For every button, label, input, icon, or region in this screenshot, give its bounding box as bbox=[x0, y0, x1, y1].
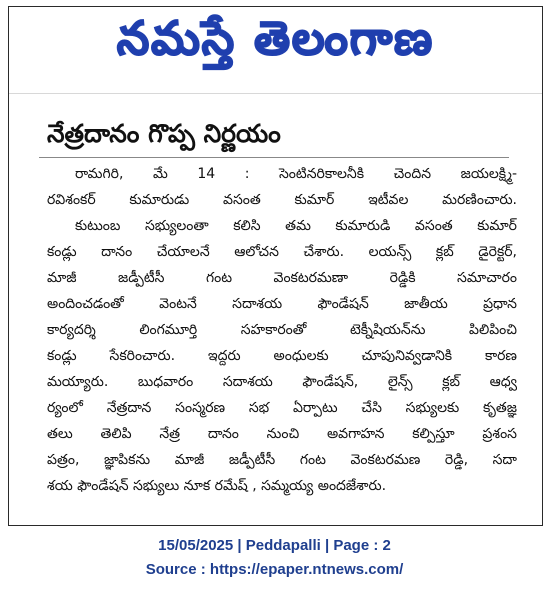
article-line: కార్యదర్శి లింగమూర్తి సహకారంతో టెక్నీషియన్‌ను పిలిపించి bbox=[47, 322, 517, 338]
article-line: రామగిరి, మే 14 : సెంటినరికాలనీకి చెందిన జయలక్ష్మి- bbox=[75, 166, 517, 182]
article-line: రవిశంకర్ కుమారుడు వసంత కుమార్ ఇటీవల మరణించారు. bbox=[47, 192, 517, 208]
masthead-divider bbox=[9, 93, 542, 94]
newspaper-clipping bbox=[8, 6, 543, 526]
article-line: ర్యంలో నేత్రదాన సంస్మరణ సభ ఏర్పాటు చేసి సభ్యులకు కృతజ్ఞ bbox=[47, 400, 517, 416]
article-line: మాజీ జడ్పీటీసీ గంట వెంకటరమణా రెడ్డికి సమాచారం bbox=[47, 270, 517, 286]
headline-divider bbox=[39, 157, 509, 158]
masthead bbox=[9, 7, 542, 81]
article-line: అందించడంతో వెంటనే సదాశయ ఫౌండేషన్ జాతీయ ప్రధాన bbox=[47, 296, 517, 312]
edition-info: 15/05/2025 | Peddapalli | Page : 2 bbox=[158, 537, 391, 554]
article-line: శయ ఫౌండేషన్ సభ్యులు నూక రమేష్ , సమ్మయ్య అందజేశారు. bbox=[47, 478, 387, 494]
article-line: తలు తెలిపి నేత్ర దానం నుంచి అవగాహన కల్పిస్తూ ప్రశంస bbox=[47, 426, 517, 442]
clipping-footer bbox=[0, 534, 549, 582]
article-headline: నేత్రదానం గొప్ప నిర్ణయం bbox=[47, 119, 281, 148]
source-link[interactable]: Source : https://epaper.ntnews.com/ bbox=[145, 561, 404, 578]
article-line: మయ్యారు. బుధవారం సదాశయ ఫౌండేషన్, లైన్స్ క్లబ్ ఆధ్వ bbox=[47, 374, 517, 390]
article-line: కండ్లు సేకరించారు. ఇద్దరు అంధులకు చూపునివ్వడానికి కారణ bbox=[47, 348, 517, 364]
masthead-logo: నమస్తే తెలంగాణ bbox=[116, 11, 435, 65]
article-line: కండ్లు దానం చేయాలనే ఆలోచన చేశారు. లయన్స్ క్లబ్ డైరెక్టర్, bbox=[47, 244, 517, 260]
article-body bbox=[47, 161, 517, 499]
article-line: పత్రం, జ్ఞాపికను మాజీ జడ్పీటీసీ గంట వెంకటరమణ రెడ్డి, సదా bbox=[47, 452, 517, 468]
article-line: కుటుంబ సభ్యులంతా కలిసి తమ కుమారుడి వసంత కుమార్ bbox=[75, 218, 517, 234]
